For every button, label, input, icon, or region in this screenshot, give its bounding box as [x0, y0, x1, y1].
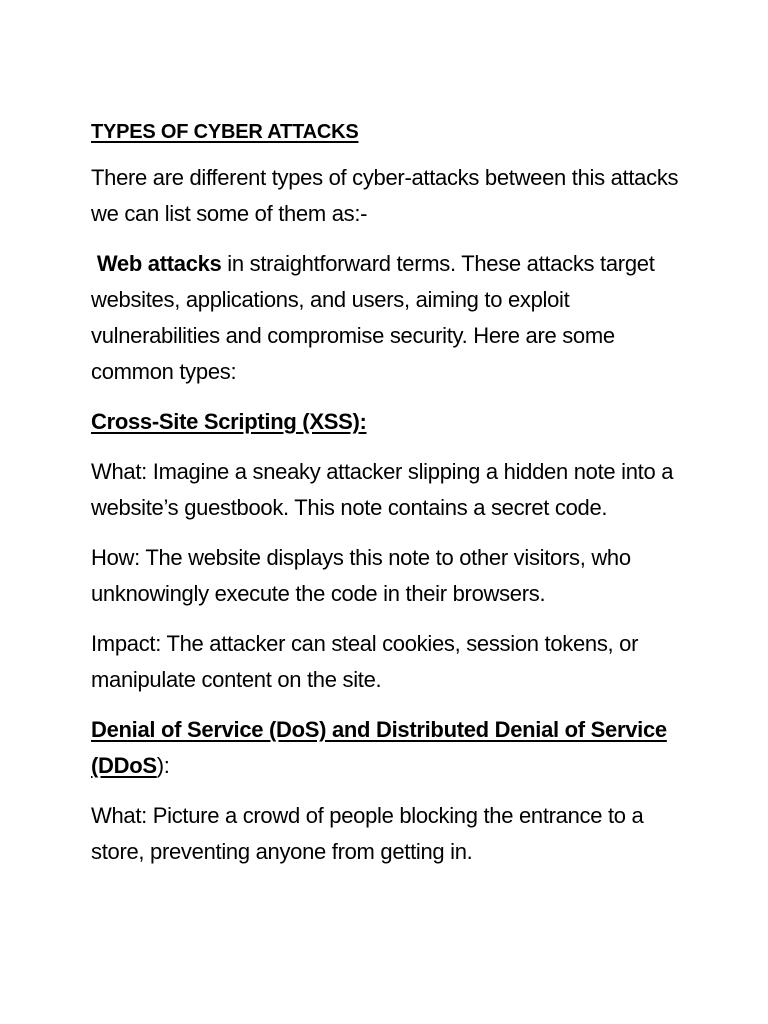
web-attacks-paragraph [91, 246, 691, 390]
web-attacks-text: in straightforward terms. These attacks target websites, applications, and users, aiming to exploit vulnerabilities and compromise security. Here are some common types: [91, 251, 655, 384]
dos-what-paragraph: What: Picture a crowd of people blocking the entrance to a store, preventing anyone from getting in. [91, 803, 644, 864]
document-title: TYPES OF CYBER ATTACKS [91, 121, 359, 143]
xss-how-paragraph: How: The website displays this note to other visitors, who unknowingly execute the code in their browsers. [91, 545, 631, 606]
xss-what-paragraph: What: Imagine a sneaky attacker slipping a hidden note into a website’s guestbook. This note contains a secret code. [91, 459, 674, 520]
xss-heading-text: Cross-Site Scripting (XSS): [91, 409, 367, 434]
web-attacks-term: Web attacks [96, 251, 222, 276]
xss-impact-paragraph: Impact: The attacker can steal cookies, session tokens, or manipulate content on the site. [91, 631, 639, 692]
document-page [91, 118, 691, 884]
dos-heading-suffix: ): [156, 753, 170, 778]
xss-heading [91, 404, 691, 440]
dos-heading-text: Denial of Service (DoS) and Distributed Denial of Service (DDoS [91, 717, 667, 778]
intro-paragraph: There are different types of cyber-attacks between this attacks we can list some of them as:- [91, 165, 679, 226]
dos-heading [91, 712, 691, 784]
